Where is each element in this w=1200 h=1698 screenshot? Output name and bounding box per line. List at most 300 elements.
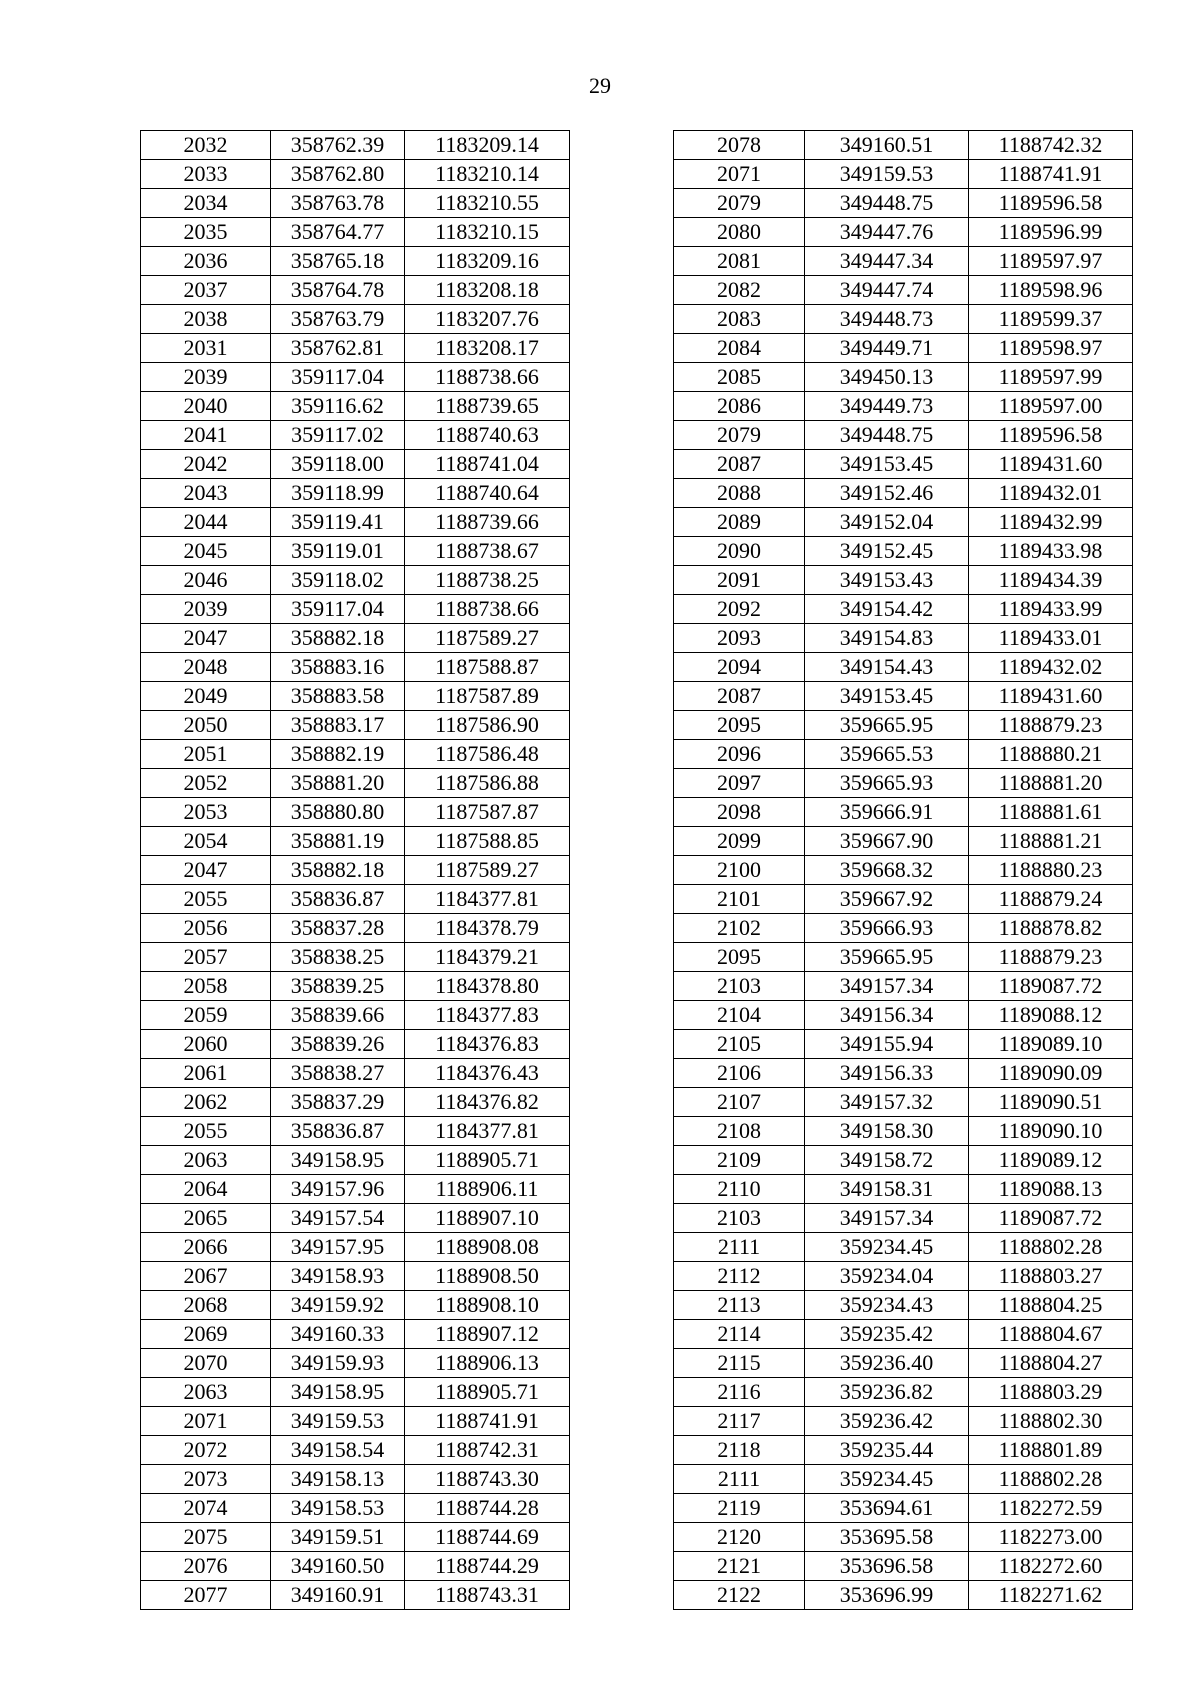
- table-row: [141, 1291, 570, 1320]
- point-number-cell: 2117: [674, 1407, 805, 1436]
- point-number-cell: 2038: [141, 305, 271, 334]
- point-number-cell: 2036: [141, 247, 271, 276]
- point-number-cell: 2097: [674, 769, 805, 798]
- table-row: [141, 479, 570, 508]
- x-coordinate-cell: 349153.45: [805, 450, 969, 479]
- point-number-cell: 2106: [674, 1059, 805, 1088]
- y-coordinate-cell: 1188803.27: [969, 1262, 1133, 1291]
- y-coordinate-cell: 1189431.60: [969, 682, 1133, 711]
- y-coordinate-cell: 1184376.82: [405, 1088, 570, 1117]
- y-coordinate-cell: 1188804.25: [969, 1291, 1133, 1320]
- point-number-cell: 2098: [674, 798, 805, 827]
- point-number-cell: 2042: [141, 450, 271, 479]
- table-row: [141, 1059, 570, 1088]
- y-coordinate-cell: 1189090.51: [969, 1088, 1133, 1117]
- y-coordinate-cell: 1187589.27: [405, 624, 570, 653]
- y-coordinate-cell: 1188802.28: [969, 1465, 1133, 1494]
- table-row: [141, 131, 570, 160]
- y-coordinate-cell: 1187587.89: [405, 682, 570, 711]
- table-row: [141, 421, 570, 450]
- y-coordinate-cell: 1188744.69: [405, 1523, 570, 1552]
- table-row: [674, 885, 1133, 914]
- table-row: [141, 856, 570, 885]
- y-coordinate-cell: 1188802.30: [969, 1407, 1133, 1436]
- x-coordinate-cell: 349152.04: [805, 508, 969, 537]
- coordinates-table-left: [140, 130, 570, 1610]
- point-number-cell: 2056: [141, 914, 271, 943]
- y-coordinate-cell: 1188743.30: [405, 1465, 570, 1494]
- x-coordinate-cell: 359236.42: [805, 1407, 969, 1436]
- y-coordinate-cell: 1183209.14: [405, 131, 570, 160]
- table-row: [674, 392, 1133, 421]
- y-coordinate-cell: 1184377.81: [405, 1117, 570, 1146]
- y-coordinate-cell: 1189433.98: [969, 537, 1133, 566]
- y-coordinate-cell: 1187588.87: [405, 653, 570, 682]
- point-number-cell: 2109: [674, 1146, 805, 1175]
- table-row: [141, 1175, 570, 1204]
- y-coordinate-cell: 1189432.01: [969, 479, 1133, 508]
- point-number-cell: 2031: [141, 334, 271, 363]
- table-row: [141, 450, 570, 479]
- table-row: [674, 972, 1133, 1001]
- table-row: [674, 1001, 1133, 1030]
- x-coordinate-cell: 349447.74: [805, 276, 969, 305]
- table-row: [674, 943, 1133, 972]
- point-number-cell: 2103: [674, 1204, 805, 1233]
- x-coordinate-cell: 349158.93: [271, 1262, 405, 1291]
- x-coordinate-cell: 358837.28: [271, 914, 405, 943]
- point-number-cell: 2071: [674, 160, 805, 189]
- x-coordinate-cell: 349159.53: [805, 160, 969, 189]
- table-row: [674, 566, 1133, 595]
- x-coordinate-cell: 358762.81: [271, 334, 405, 363]
- point-number-cell: 2114: [674, 1320, 805, 1349]
- point-number-cell: 2079: [674, 189, 805, 218]
- y-coordinate-cell: 1189596.99: [969, 218, 1133, 247]
- point-number-cell: 2087: [674, 450, 805, 479]
- x-coordinate-cell: 353694.61: [805, 1494, 969, 1523]
- table-row: [141, 276, 570, 305]
- table-row: [674, 1494, 1133, 1523]
- table-row: [141, 1262, 570, 1291]
- y-coordinate-cell: 1184378.80: [405, 972, 570, 1001]
- x-coordinate-cell: 358839.66: [271, 1001, 405, 1030]
- table-row: [141, 1320, 570, 1349]
- point-number-cell: 2095: [674, 711, 805, 740]
- x-coordinate-cell: 358880.80: [271, 798, 405, 827]
- table-row: [141, 1233, 570, 1262]
- table-row: [141, 624, 570, 653]
- x-coordinate-cell: 349448.75: [805, 421, 969, 450]
- point-number-cell: 2052: [141, 769, 271, 798]
- table-row: [674, 1552, 1133, 1581]
- y-coordinate-cell: 1188802.28: [969, 1233, 1133, 1262]
- x-coordinate-cell: 359118.00: [271, 450, 405, 479]
- y-coordinate-cell: 1189599.37: [969, 305, 1133, 334]
- point-number-cell: 2037: [141, 276, 271, 305]
- point-number-cell: 2055: [141, 1117, 271, 1146]
- y-coordinate-cell: 1188738.66: [405, 363, 570, 392]
- point-number-cell: 2088: [674, 479, 805, 508]
- table-row: [141, 247, 570, 276]
- x-coordinate-cell: 358836.87: [271, 885, 405, 914]
- table-row: [674, 1291, 1133, 1320]
- x-coordinate-cell: 359117.04: [271, 363, 405, 392]
- y-coordinate-cell: 1189597.97: [969, 247, 1133, 276]
- y-coordinate-cell: 1188881.61: [969, 798, 1133, 827]
- x-coordinate-cell: 349160.33: [271, 1320, 405, 1349]
- x-coordinate-cell: 353696.99: [805, 1581, 969, 1610]
- point-number-cell: 2121: [674, 1552, 805, 1581]
- y-coordinate-cell: 1188881.20: [969, 769, 1133, 798]
- x-coordinate-cell: 359234.04: [805, 1262, 969, 1291]
- x-coordinate-cell: 359235.42: [805, 1320, 969, 1349]
- table-row: [674, 1407, 1133, 1436]
- x-coordinate-cell: 359235.44: [805, 1436, 969, 1465]
- point-number-cell: 2058: [141, 972, 271, 1001]
- x-coordinate-cell: 359667.92: [805, 885, 969, 914]
- x-coordinate-cell: 359667.90: [805, 827, 969, 856]
- table-row: [674, 1175, 1133, 1204]
- y-coordinate-cell: 1189090.10: [969, 1117, 1133, 1146]
- table-row: [674, 769, 1133, 798]
- point-number-cell: 2118: [674, 1436, 805, 1465]
- y-coordinate-cell: 1184377.81: [405, 885, 570, 914]
- x-coordinate-cell: 349157.54: [271, 1204, 405, 1233]
- point-number-cell: 2115: [674, 1349, 805, 1378]
- x-coordinate-cell: 358763.79: [271, 305, 405, 334]
- table-row: [674, 624, 1133, 653]
- x-coordinate-cell: 349157.34: [805, 972, 969, 1001]
- y-coordinate-cell: 1182272.59: [969, 1494, 1133, 1523]
- point-number-cell: 2043: [141, 479, 271, 508]
- point-number-cell: 2033: [141, 160, 271, 189]
- point-number-cell: 2070: [141, 1349, 271, 1378]
- y-coordinate-cell: 1189598.96: [969, 276, 1133, 305]
- x-coordinate-cell: 359234.45: [805, 1465, 969, 1494]
- y-coordinate-cell: 1188738.66: [405, 595, 570, 624]
- point-number-cell: 2083: [674, 305, 805, 334]
- x-coordinate-cell: 349158.95: [271, 1146, 405, 1175]
- x-coordinate-cell: 359236.82: [805, 1378, 969, 1407]
- point-number-cell: 2091: [674, 566, 805, 595]
- y-coordinate-cell: 1188878.82: [969, 914, 1133, 943]
- table-row: [674, 682, 1133, 711]
- point-number-cell: 2055: [141, 885, 271, 914]
- table-row: [674, 1204, 1133, 1233]
- x-coordinate-cell: 349448.75: [805, 189, 969, 218]
- page-number: 29: [589, 73, 611, 98]
- x-coordinate-cell: 349449.73: [805, 392, 969, 421]
- point-number-cell: 2073: [141, 1465, 271, 1494]
- point-number-cell: 2044: [141, 508, 271, 537]
- point-number-cell: 2054: [141, 827, 271, 856]
- y-coordinate-cell: 1188742.32: [969, 131, 1133, 160]
- table-row: [141, 740, 570, 769]
- point-number-cell: 2111: [674, 1233, 805, 1262]
- table-row: [674, 305, 1133, 334]
- point-number-cell: 2089: [674, 508, 805, 537]
- point-number-cell: 2039: [141, 363, 271, 392]
- point-number-cell: 2035: [141, 218, 271, 247]
- y-coordinate-cell: 1188880.21: [969, 740, 1133, 769]
- y-coordinate-cell: 1187586.48: [405, 740, 570, 769]
- point-number-cell: 2110: [674, 1175, 805, 1204]
- y-coordinate-cell: 1187587.87: [405, 798, 570, 827]
- y-coordinate-cell: 1189597.99: [969, 363, 1133, 392]
- y-coordinate-cell: 1189432.02: [969, 653, 1133, 682]
- point-number-cell: 2046: [141, 566, 271, 595]
- x-coordinate-cell: 358839.25: [271, 972, 405, 1001]
- table-row: [674, 1581, 1133, 1610]
- y-coordinate-cell: 1188738.67: [405, 537, 570, 566]
- x-coordinate-cell: 359118.99: [271, 479, 405, 508]
- table-row: [141, 392, 570, 421]
- point-number-cell: 2051: [141, 740, 271, 769]
- x-coordinate-cell: 349156.34: [805, 1001, 969, 1030]
- table-row: [141, 1030, 570, 1059]
- coordinates-table-left-body: [141, 131, 570, 1610]
- table-row: [674, 1320, 1133, 1349]
- y-coordinate-cell: 1188743.31: [405, 1581, 570, 1610]
- y-coordinate-cell: 1188803.29: [969, 1378, 1133, 1407]
- x-coordinate-cell: 349157.32: [805, 1088, 969, 1117]
- point-number-cell: 2067: [141, 1262, 271, 1291]
- y-coordinate-cell: 1188740.63: [405, 421, 570, 450]
- x-coordinate-cell: 349154.43: [805, 653, 969, 682]
- point-number-cell: 2048: [141, 653, 271, 682]
- x-coordinate-cell: 349158.13: [271, 1465, 405, 1494]
- x-coordinate-cell: 359666.91: [805, 798, 969, 827]
- table-row: [674, 276, 1133, 305]
- table-row: [141, 305, 570, 334]
- x-coordinate-cell: 358838.25: [271, 943, 405, 972]
- point-number-cell: 2053: [141, 798, 271, 827]
- y-coordinate-cell: 1188908.10: [405, 1291, 570, 1320]
- point-number-cell: 2094: [674, 653, 805, 682]
- table-row: [674, 1349, 1133, 1378]
- point-number-cell: 2060: [141, 1030, 271, 1059]
- table-row: [674, 1059, 1133, 1088]
- x-coordinate-cell: 358836.87: [271, 1117, 405, 1146]
- y-coordinate-cell: 1188880.23: [969, 856, 1133, 885]
- point-number-cell: 2102: [674, 914, 805, 943]
- table-row: [674, 1378, 1133, 1407]
- y-coordinate-cell: 1187588.85: [405, 827, 570, 856]
- table-row: [674, 827, 1133, 856]
- table-row: [141, 1117, 570, 1146]
- y-coordinate-cell: 1184379.21: [405, 943, 570, 972]
- point-number-cell: 2057: [141, 943, 271, 972]
- x-coordinate-cell: 349152.46: [805, 479, 969, 508]
- point-number-cell: 2082: [674, 276, 805, 305]
- table-row: [141, 1204, 570, 1233]
- y-coordinate-cell: 1183207.76: [405, 305, 570, 334]
- x-coordinate-cell: 359665.53: [805, 740, 969, 769]
- y-coordinate-cell: 1188741.04: [405, 450, 570, 479]
- table-row: [141, 972, 570, 1001]
- table-row: [141, 711, 570, 740]
- point-number-cell: 2120: [674, 1523, 805, 1552]
- x-coordinate-cell: 353695.58: [805, 1523, 969, 1552]
- x-coordinate-cell: 349159.93: [271, 1349, 405, 1378]
- x-coordinate-cell: 359117.04: [271, 595, 405, 624]
- point-number-cell: 2078: [674, 131, 805, 160]
- table-row: [141, 508, 570, 537]
- y-coordinate-cell: 1182271.62: [969, 1581, 1133, 1610]
- y-coordinate-cell: 1189432.99: [969, 508, 1133, 537]
- table-row: [141, 798, 570, 827]
- x-coordinate-cell: 349158.72: [805, 1146, 969, 1175]
- point-number-cell: 2111: [674, 1465, 805, 1494]
- table-row: [141, 682, 570, 711]
- x-coordinate-cell: 359665.95: [805, 711, 969, 740]
- x-coordinate-cell: 359665.93: [805, 769, 969, 798]
- point-number-cell: 2047: [141, 624, 271, 653]
- y-coordinate-cell: 1188879.23: [969, 943, 1133, 972]
- table-row: [674, 798, 1133, 827]
- x-coordinate-cell: 349448.73: [805, 305, 969, 334]
- x-coordinate-cell: 349447.76: [805, 218, 969, 247]
- y-coordinate-cell: 1189596.58: [969, 189, 1133, 218]
- table-row: [674, 334, 1133, 363]
- point-number-cell: 2066: [141, 1233, 271, 1262]
- x-coordinate-cell: 349447.34: [805, 247, 969, 276]
- x-coordinate-cell: 349154.42: [805, 595, 969, 624]
- point-number-cell: 2071: [141, 1407, 271, 1436]
- point-number-cell: 2076: [141, 1552, 271, 1581]
- table-row: [141, 943, 570, 972]
- x-coordinate-cell: 349160.50: [271, 1552, 405, 1581]
- x-coordinate-cell: 358881.19: [271, 827, 405, 856]
- y-coordinate-cell: 1188908.50: [405, 1262, 570, 1291]
- point-number-cell: 2096: [674, 740, 805, 769]
- table-row: [141, 595, 570, 624]
- x-coordinate-cell: 359665.95: [805, 943, 969, 972]
- x-coordinate-cell: 359117.02: [271, 421, 405, 450]
- table-row: [674, 1262, 1133, 1291]
- table-row: [674, 189, 1133, 218]
- point-number-cell: 2062: [141, 1088, 271, 1117]
- point-number-cell: 2113: [674, 1291, 805, 1320]
- table-row: [674, 653, 1133, 682]
- point-number-cell: 2093: [674, 624, 805, 653]
- x-coordinate-cell: 358762.39: [271, 131, 405, 160]
- table-row: [674, 421, 1133, 450]
- y-coordinate-cell: 1188905.71: [405, 1146, 570, 1175]
- x-coordinate-cell: 349158.54: [271, 1436, 405, 1465]
- x-coordinate-cell: 349159.53: [271, 1407, 405, 1436]
- point-number-cell: 2077: [141, 1581, 271, 1610]
- table-row: [674, 537, 1133, 566]
- point-number-cell: 2064: [141, 1175, 271, 1204]
- y-coordinate-cell: 1188881.21: [969, 827, 1133, 856]
- x-coordinate-cell: 359234.43: [805, 1291, 969, 1320]
- y-coordinate-cell: 1188906.13: [405, 1349, 570, 1378]
- y-coordinate-cell: 1188907.10: [405, 1204, 570, 1233]
- y-coordinate-cell: 1188744.28: [405, 1494, 570, 1523]
- coordinates-table-right: [673, 130, 1133, 1610]
- x-coordinate-cell: 349449.71: [805, 334, 969, 363]
- point-number-cell: 2099: [674, 827, 805, 856]
- table-row: [141, 1494, 570, 1523]
- point-number-cell: 2086: [674, 392, 805, 421]
- y-coordinate-cell: 1189597.00: [969, 392, 1133, 421]
- x-coordinate-cell: 349153.43: [805, 566, 969, 595]
- point-number-cell: 2063: [141, 1378, 271, 1407]
- x-coordinate-cell: 349160.91: [271, 1581, 405, 1610]
- x-coordinate-cell: 358883.16: [271, 653, 405, 682]
- y-coordinate-cell: 1184376.83: [405, 1030, 570, 1059]
- y-coordinate-cell: 1188906.11: [405, 1175, 570, 1204]
- x-coordinate-cell: 359116.62: [271, 392, 405, 421]
- table-row: [141, 1407, 570, 1436]
- table-row: [141, 769, 570, 798]
- point-number-cell: 2105: [674, 1030, 805, 1059]
- table-row: [141, 537, 570, 566]
- x-coordinate-cell: 349157.95: [271, 1233, 405, 1262]
- x-coordinate-cell: 358838.27: [271, 1059, 405, 1088]
- x-coordinate-cell: 349157.96: [271, 1175, 405, 1204]
- y-coordinate-cell: 1183208.17: [405, 334, 570, 363]
- table-row: [141, 1581, 570, 1610]
- table-row: [674, 1030, 1133, 1059]
- point-number-cell: 2075: [141, 1523, 271, 1552]
- x-coordinate-cell: 349159.92: [271, 1291, 405, 1320]
- x-coordinate-cell: 358839.26: [271, 1030, 405, 1059]
- x-coordinate-cell: 349158.30: [805, 1117, 969, 1146]
- y-coordinate-cell: 1187589.27: [405, 856, 570, 885]
- table-row: [141, 1146, 570, 1175]
- point-number-cell: 2047: [141, 856, 271, 885]
- table-row: [674, 1146, 1133, 1175]
- point-number-cell: 2034: [141, 189, 271, 218]
- table-row: [141, 566, 570, 595]
- table-row: [141, 1378, 570, 1407]
- y-coordinate-cell: 1189089.12: [969, 1146, 1133, 1175]
- x-coordinate-cell: 349160.51: [805, 131, 969, 160]
- point-number-cell: 2107: [674, 1088, 805, 1117]
- y-coordinate-cell: 1189087.72: [969, 1204, 1133, 1233]
- point-number-cell: 2061: [141, 1059, 271, 1088]
- point-number-cell: 2049: [141, 682, 271, 711]
- y-coordinate-cell: 1188741.91: [969, 160, 1133, 189]
- x-coordinate-cell: 349158.53: [271, 1494, 405, 1523]
- x-coordinate-cell: 349156.33: [805, 1059, 969, 1088]
- y-coordinate-cell: 1183208.18: [405, 276, 570, 305]
- x-coordinate-cell: 349153.45: [805, 682, 969, 711]
- table-row: [141, 914, 570, 943]
- y-coordinate-cell: 1189598.97: [969, 334, 1133, 363]
- y-coordinate-cell: 1188739.65: [405, 392, 570, 421]
- table-row: [674, 1117, 1133, 1146]
- x-coordinate-cell: 359118.02: [271, 566, 405, 595]
- table-row: [141, 827, 570, 856]
- point-number-cell: 2050: [141, 711, 271, 740]
- x-coordinate-cell: 359236.40: [805, 1349, 969, 1378]
- y-coordinate-cell: 1189431.60: [969, 450, 1133, 479]
- y-coordinate-cell: 1189089.10: [969, 1030, 1133, 1059]
- x-coordinate-cell: 358765.18: [271, 247, 405, 276]
- point-number-cell: 2072: [141, 1436, 271, 1465]
- table-row: [141, 1001, 570, 1030]
- x-coordinate-cell: 358882.19: [271, 740, 405, 769]
- point-number-cell: 2059: [141, 1001, 271, 1030]
- y-coordinate-cell: 1188879.23: [969, 711, 1133, 740]
- point-number-cell: 2041: [141, 421, 271, 450]
- point-number-cell: 2119: [674, 1494, 805, 1523]
- y-coordinate-cell: 1184378.79: [405, 914, 570, 943]
